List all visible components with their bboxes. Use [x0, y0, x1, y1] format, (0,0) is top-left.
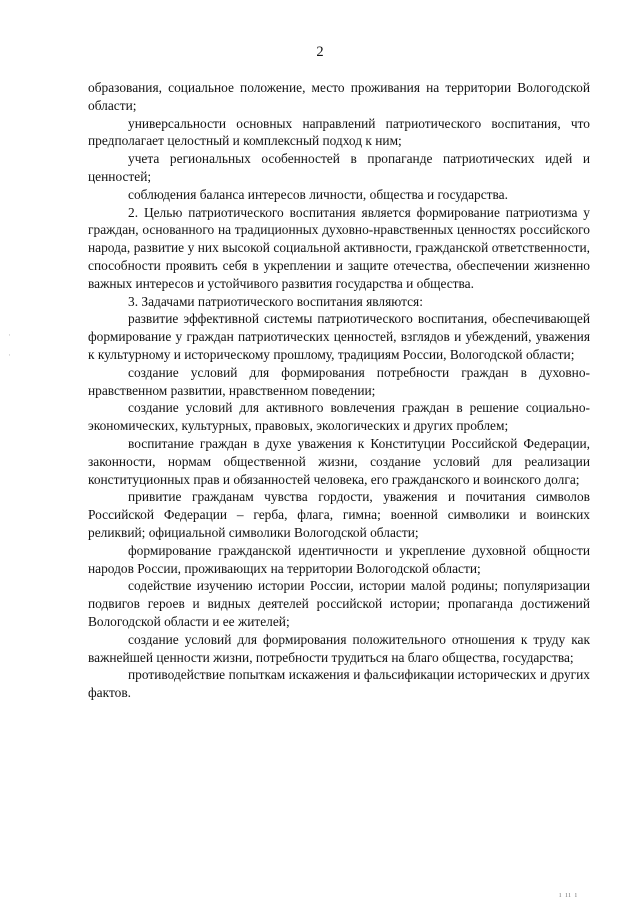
paragraph: соблюдения баланса интересов личности, общества и государства. — [128, 186, 508, 202]
paragraph: развитие эффективной системы патриотического воспитания, обеспечивающей формирование у граждан патриотических ценностей, взглядов и убеждений, уважения к культурному и историческому прошлому, традициям России, Вологодской области; — [88, 311, 590, 362]
paragraph: универсальности основных направлений патриотического воспитания, что предполагает целостный и комплексный подход к ним; — [88, 115, 590, 149]
paragraph: 3. Задачами патриотического воспитания являются: — [128, 293, 423, 309]
paragraph: воспитание граждан в духе уважения к Конституции Российской Федерации, законности, нормам общественной жизни, создание условий для реализации конституционных прав и обязанностей человека, его гражданского и воинского долга; — [88, 435, 590, 487]
margin-scan-mark: · — [8, 330, 11, 340]
paragraph: формирование гражданской идентичности и укрепление духовной общности народов России, проживающих на территории Вологодской области; — [88, 542, 590, 576]
paragraph: создание условий для формирования положительного отношения к труду как важнейшей ценности жизни, потребности трудиться на благо общества, государства; — [88, 631, 590, 665]
paragraph: содействие изучению истории России, истории малой родины; популяризации подвигов героев и видных деятелей российской истории; пропаганда достижений Вологодской области и ее жителей; — [88, 578, 590, 629]
page-number: 2 — [316, 44, 324, 60]
paragraph: создание условий для активного вовлечения граждан в решение социально-экономических, культурных, правовых, экологических и других проблем; — [88, 400, 590, 434]
scan-corner-mark: ı ıı ı — [559, 890, 578, 899]
document-body — [88, 79, 590, 702]
paragraph: 2. Целью патриотического воспитания является формирование патриотизма у граждан, основанного на традиционных духовно-нравственных ценностях российского народа, развитие у них высокой социальной активности, гражданской ответственности, способности проявить себя в укреплении и защите отечества, обеспечении жизненно важных интересов и устойчивого развития государства и общества. — [88, 204, 590, 291]
paragraph: создание условий для формирования потребности граждан в духовно-нравственном развитии, нравственном поведении; — [88, 364, 590, 398]
paragraph: образования, социальное положение, место проживания на территории Вологодской области; — [88, 80, 590, 113]
margin-scan-mark: · — [8, 350, 11, 360]
paragraph: противодействие попыткам искажения и фальсификации исторических и других фактов. — [88, 667, 590, 701]
paragraph: учета региональных особенностей в пропаганде патриотических идей и ценностей; — [88, 151, 590, 184]
paragraph: привитие гражданам чувства гордости, уважения и почитания символов Российской Федерации – герба, флага, гимна; военной символики и воинских реликвий; официальной символики Вологодской области; — [88, 489, 590, 540]
